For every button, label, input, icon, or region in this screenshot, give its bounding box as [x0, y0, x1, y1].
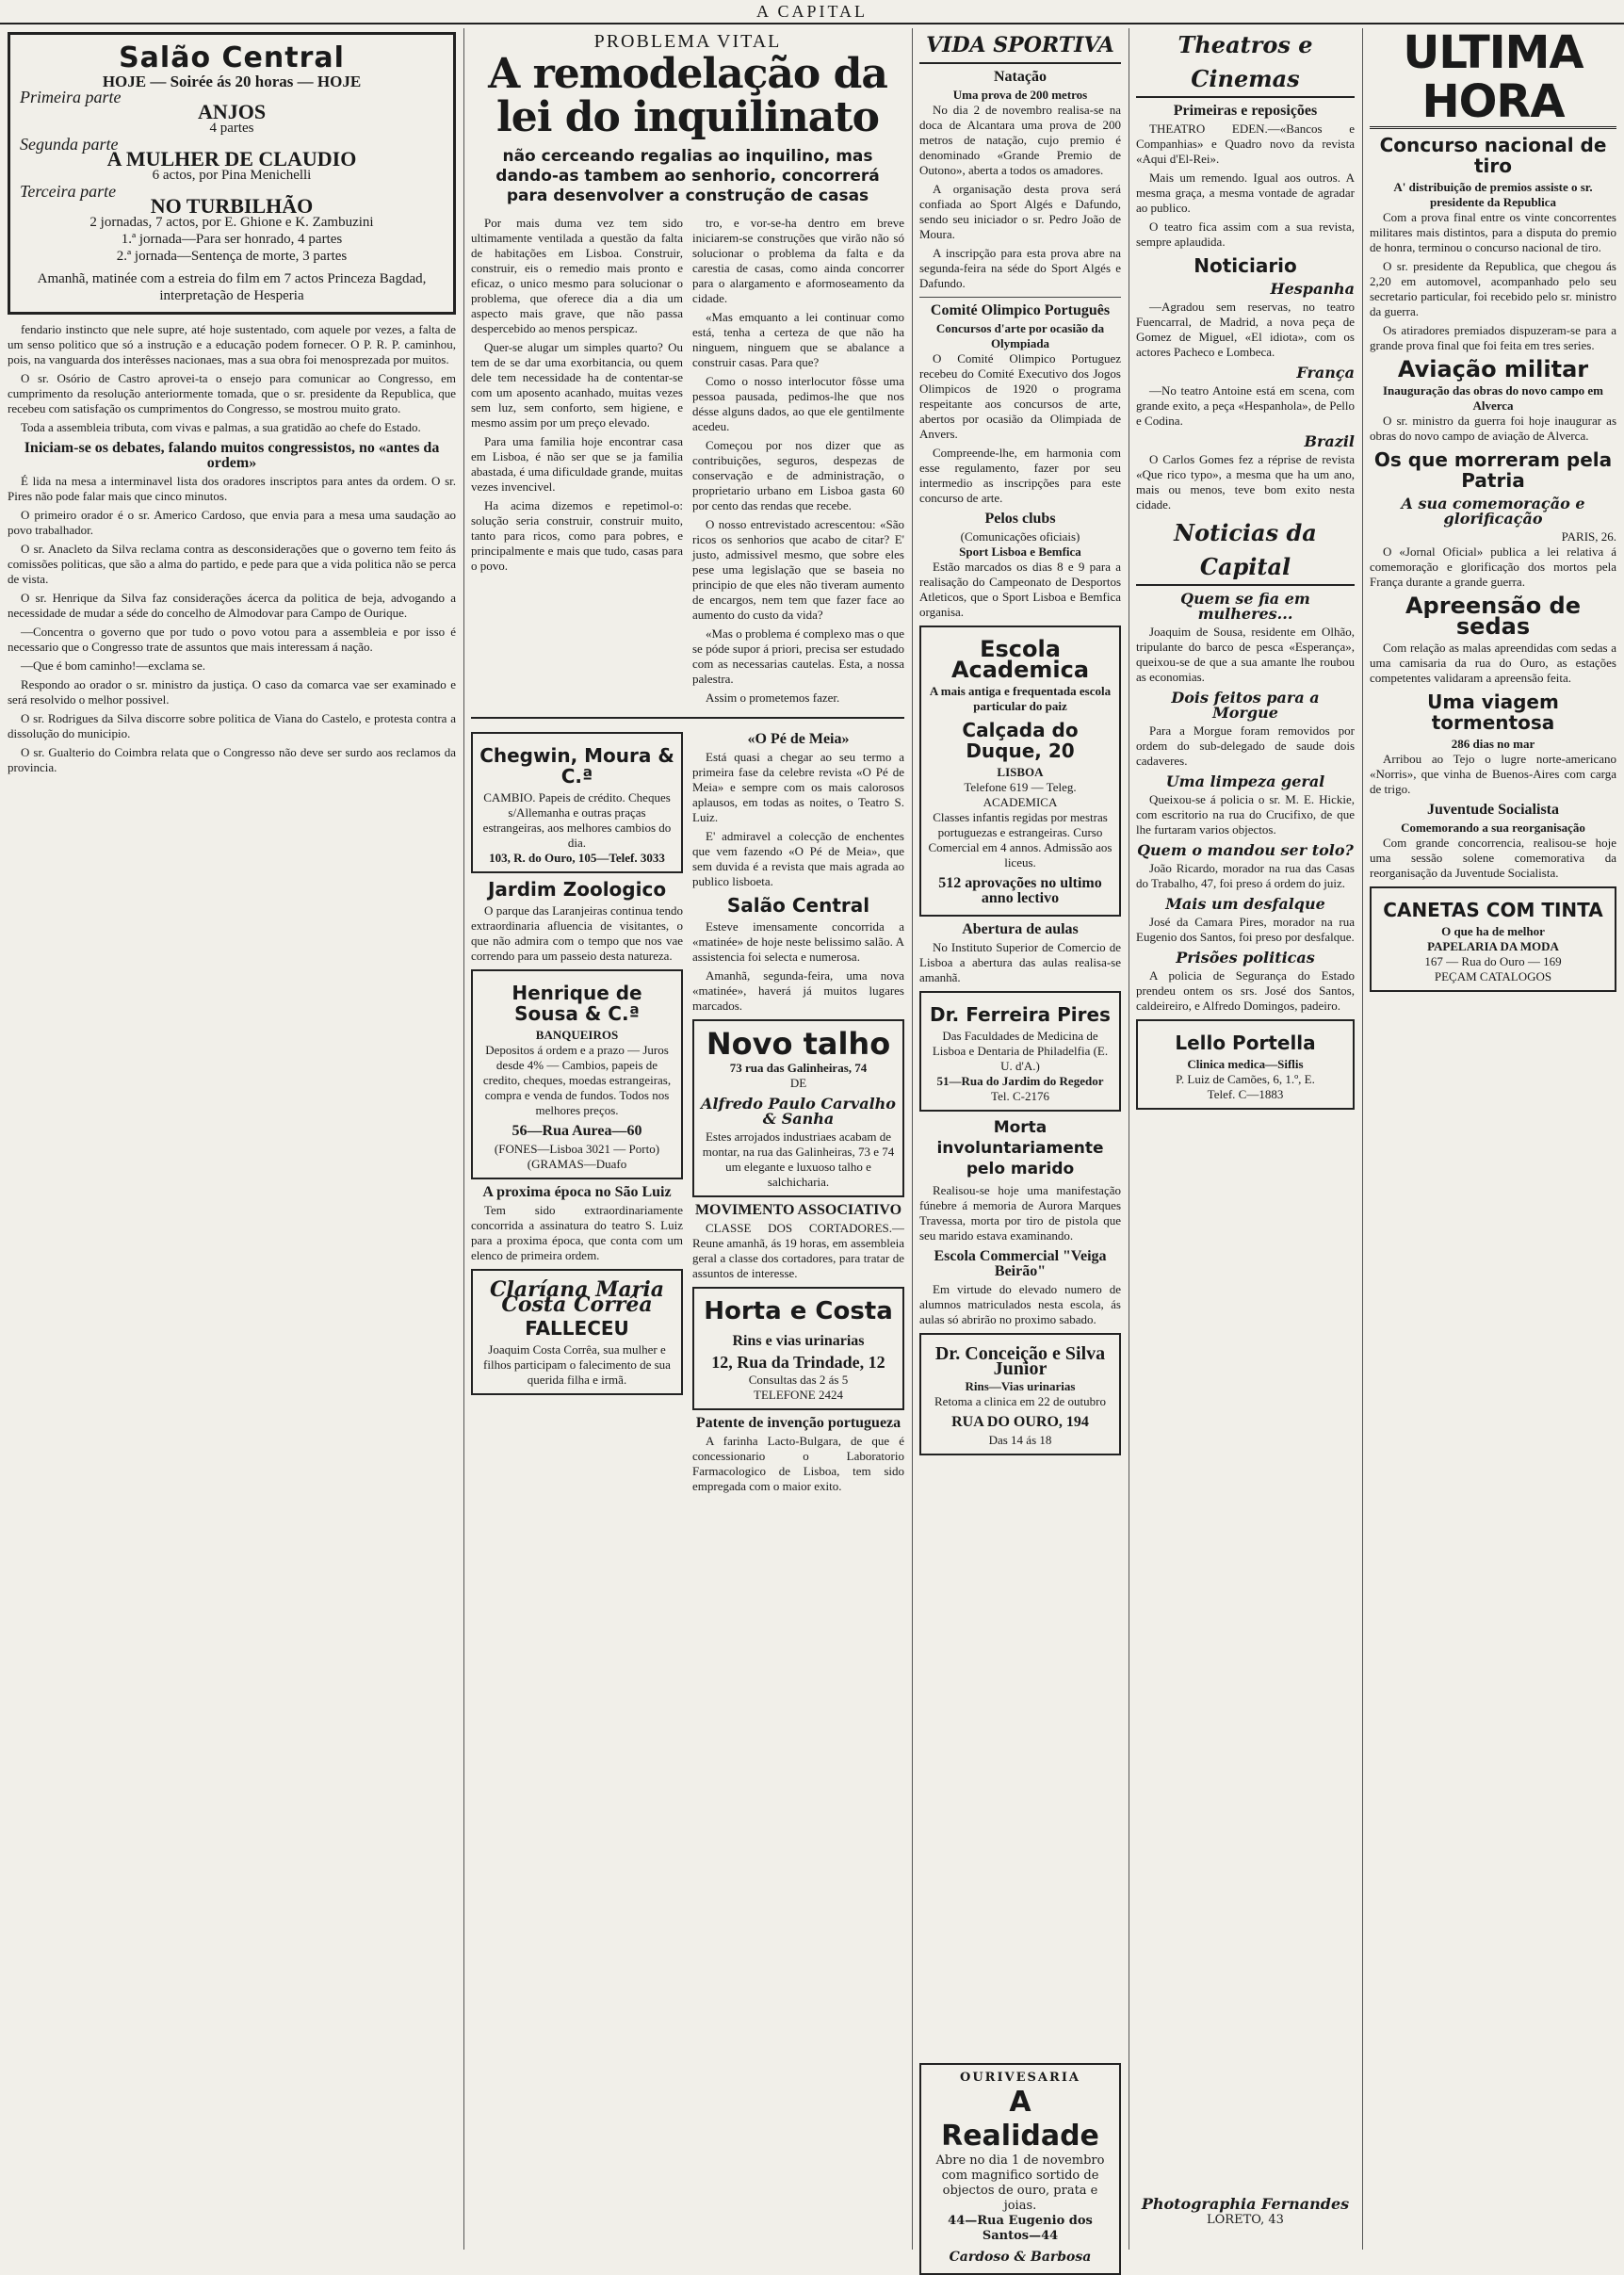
portella-title: Lello Portella — [1175, 1032, 1316, 1054]
canetas-cat: PEÇAM CATALOGOS — [1434, 969, 1552, 983]
patria-city: PARIS, 26. — [1561, 529, 1616, 544]
ad-part-3: Terceira parte — [20, 182, 117, 201]
column-5 — [1370, 28, 1616, 2250]
paragraph: O parque das Laranjeiras continua tendo extraordinaria afluencia de visitantes, o que não admira com o tempo que nos vae correndo para um passeio desta natureza. — [471, 903, 683, 963]
paragraph: Tem sido extraordinariamente concorrida a assinatura do teatro S. Luiz para a proxima época, que conta com um elenco de primeira ordem. — [471, 1203, 683, 1262]
article-body — [471, 216, 904, 709]
paragraph: Queixou-se á policia o sr. M. E. Hickie, com escritorio na rua do Crucifixo, de que lhe furtaram varios objectos. — [1136, 792, 1355, 837]
masthead: A CAPITAL — [0, 0, 1624, 24]
escola-tel: Telefone 619 — Teleg. ACADEMICA — [964, 780, 1077, 809]
ad-title: Salão Central — [119, 41, 345, 74]
pe-title: «O Pé de Meia» — [747, 731, 850, 747]
paragraph: «Mas o problema é complexo mas o que se póde supor á priori, precisa ser estudado com as necessarias cautelas. Esta, a nossa palestra. — [692, 626, 904, 686]
paragraph: —Concentra o governo que por tudo o povo votou para a assembleia e por isso é necessario que o Congresso trate de assuntos que mais interessam á nação. — [8, 625, 456, 654]
conceicao-addr: RUA DO OURO, 194 — [951, 1414, 1089, 1430]
paragraph: O nosso entrevistado acrescentou: «São ricos os senhorios que acabo de citar? E' justo, admissivel mesmo, que sobre eles pese uma legislação que se baseia no principio de que eles não tiveram aumento de encargos, nem tem que fazer face ao aumento do custo da vida? — [692, 517, 904, 622]
escola-ad — [919, 626, 1121, 917]
n2-head: Dois feitos para a Morgue — [1171, 689, 1320, 722]
escola-text: Classes infantis regidas por mestras portuguezas e estrangeiras. Curso Comercial em 4 annos. Admissão aos liceus. — [928, 810, 1112, 869]
ad-turbilhao: NO TURBILHÃO — [150, 194, 314, 218]
divider — [919, 297, 1121, 298]
column-2 — [471, 28, 904, 2250]
talho-addr: 73 rua das Galinheiras, 74 — [729, 1061, 868, 1075]
conceicao-hours: Das 14 ás 18 — [988, 1433, 1052, 1447]
horta-sub: Rins e vias urinarias — [732, 1333, 865, 1349]
paragraph: A inscripção para esta prova abre na segunda-feira na séde do Sport Algés e Dafundo. — [919, 246, 1121, 290]
paragraph: O primeiro orador é o sr. Americo Cardoso, que envia para a mesa uma saudação ao povo trabalhador. — [8, 508, 456, 537]
obit-text: Joaquim Costa Corrêa, sua mulher e filhos participam o falecimento de sua querida filha e irmã. — [483, 1342, 671, 1387]
ferreira-ad — [919, 991, 1121, 1112]
paragraph: O teatro fica assim com a sua revista, sempre aplaudida. — [1136, 219, 1355, 249]
ourivesaria-box — [919, 2063, 1121, 2275]
n6-head: Prisões politicas — [1176, 949, 1315, 967]
canetas-ad — [1370, 886, 1616, 992]
ad-jornada-1: 1.ª jornada—Para ser honrado, 4 partes — [121, 232, 343, 247]
column-rule — [1362, 28, 1363, 2250]
noticiario-brazil: Brazil — [1304, 432, 1355, 450]
column-rule — [463, 28, 464, 2250]
paragraph: Como o nosso interlocutor fôsse uma pessoa pausada, pedimos-lhe que nos désse alguns dados, ao que ele gentilmente acedeu. — [692, 374, 904, 433]
paragraph: THEATRO EDEN.—«Bancos e Companhias» e Quadro novo da revista «Aqui d'El-Rei». — [1136, 122, 1355, 166]
banq-tel: (FONES—Lisboa 3021 — Porto) (GRAMAS—Duafo — [494, 1142, 660, 1171]
photo-title: Photographia Fernandes — [1141, 2195, 1350, 2213]
photo-addr: LORETO, 43 — [1207, 2213, 1284, 2227]
paragraph: Toda a assembleia tributa, com vivas e palmas, a sua gratidão ao chefe do Estado. — [21, 420, 421, 434]
comite-title: Comité Olimpico Português — [930, 302, 1111, 318]
natacao-sub: Uma prova de 200 metros — [952, 88, 1088, 102]
banq-text: Depositos á ordem e a prazo — Juros desde 4% — Cambios, papeis de credito, cheques, moedas estrangeiras, compra e venda de fundos. Todos nos melhores preços. — [482, 1043, 672, 1117]
paragraph: A policia de Segurança do Estado prendeu ontem os srs. José dos Santos, caldeireiro, e Alfredo Domingos, padeiro. — [1136, 968, 1355, 1013]
horta-ad — [692, 1287, 904, 1410]
ouri-text: Abre no dia 1 de novembro com magnifico sortido de objectos de ouro, prata e joias. — [935, 2153, 1105, 2213]
photo-ad — [1136, 2195, 1355, 2228]
clubs-title: Pelos clubs — [984, 511, 1056, 527]
conceicao-sub: Rins—Vias urinarias — [965, 1379, 1076, 1393]
comite-sub: Concursos d'arte por ocasião da Olympiada — [935, 321, 1105, 350]
paragraph: O sr. Osório de Castro aprovei-ta o ensejo para comunicar ao Congresso, em cumprimento da resolução anteriormente tomada, que o sr. presidente da Republica, que recebeu com satisfação os cumprimentos do Congresso, se mostrou muito grato. — [8, 371, 456, 415]
portella-tel: Telef. C—1883 — [1207, 1087, 1284, 1101]
paragraph: O sr. Rodrigues da Silva discorre sobre politica de Viana do Castelo, e protesta contra a dissolução do municipio. — [8, 711, 456, 740]
ad-part-1: Primeira parte — [20, 88, 122, 106]
horta-title: Horta e Costa — [704, 1297, 893, 1325]
paragraph: Está quasi a chegar ao seu termo a primeira fase da celebre revista «O Pé de Meia» e sempre com os mais calorosos aplausos, em todas as noites, o Teatro S. Luiz. — [692, 750, 904, 824]
portella-addr: P. Luiz de Camões, 6, 1.º, E. — [1176, 1072, 1315, 1086]
zoo-title: Jardim Zoologico — [487, 878, 667, 901]
paragraph: —Agradou sem reservas, no teatro Fuencarral, de Madrid, a nova peça de Gomez de Miguel, «El idiota», com os actores Pacheco e Lombeca. — [1136, 300, 1355, 359]
patente-title: Patente de invenção portugueza — [695, 1415, 901, 1431]
talho-owner: Alfredo Paulo Carvalho & Sanha — [701, 1095, 896, 1128]
canetas-title: CANETAS COM TINTA — [1383, 899, 1603, 921]
noticiario-franca: França — [1296, 364, 1355, 382]
ferreira-tel: Tel. C-2176 — [991, 1089, 1049, 1103]
paragraph: «Mas emquanto a lei continuar como está, tenha a certeza de que não ha ninguem, ninguem que se abalance a construir casas. Para que? — [692, 310, 904, 369]
conceicao-title: Dr. Conceição e Silva Junior — [934, 1343, 1106, 1379]
portella-sub: Clinica medica—Siflis — [1187, 1057, 1304, 1071]
paragraph: Estão marcados os dias 8 e 9 para a realisação do Campeonato de Desportos Atleticos, que o Sport Lisboa e Bemfica organisa. — [919, 560, 1121, 619]
conceicao-ad — [919, 1333, 1121, 1455]
obituary — [471, 1269, 683, 1395]
tiro-title: Concurso nacional de tiro — [1379, 134, 1607, 177]
cambio-ad — [471, 732, 683, 873]
paragraph: —Que é bom caminho!—exclama se. — [21, 658, 206, 673]
paragraph: Mais um remendo. Igual aos outros. A mesma graça, a mesma vontade de agradar ao publico. — [1136, 171, 1355, 215]
paragraph: É lida na mesa a interminavel lista dos oradores inscriptos para antes da ordem. O sr. Pires não pode falar mais que cinco minutos. — [8, 474, 456, 503]
debates-heading: Iniciam-se os debates, falando muitos congressistos, no «antes da ordem» — [24, 440, 440, 471]
cambio-text: CAMBIO. Papeis de crédito. Cheques s/Allemanha e outras praças estrangeiras, aos melhores cambios do dia. — [482, 790, 672, 850]
paragraph: No dia 2 de novembro realisa-se na doca de Alcantara uma prova de 200 metros de natação, cujo premio é denominado «Grande Premio de Outono», aberta a todos os amadores. — [919, 103, 1121, 177]
clubs-sub: (Comunicações oficiais) — [960, 529, 1080, 544]
column-4 — [1136, 28, 1355, 2250]
escola-result: 512 aprovações no ultimo anno lectivo — [938, 875, 1102, 906]
paragraph: Assim o prometemos fazer. — [706, 691, 840, 705]
paragraph: Realisou-se hoje uma manifestação fúnebre á memoria de Aurora Marques Travessa, morta por tiro de pistola que seu marido estava examinando. — [919, 1183, 1121, 1243]
col1-body — [8, 322, 456, 779]
aviacao-title: Aviação militar — [1397, 356, 1589, 382]
viagem-sub: 286 dias no mar — [1451, 737, 1535, 751]
paragraph: O sr. Gualterio do Coimbra relata que o Congresso não deve ser surdo aos reclamos da provincia. — [8, 745, 456, 774]
canetas-shop: PAPELARIA DA MODA — [1427, 939, 1559, 953]
paragraph: —No teatro Antoine está em scena, com grande exito, a peça «Hespanhola», de Pello e Codina. — [1136, 383, 1355, 428]
ferreira-title: Dr. Ferreira Pires — [930, 1003, 1111, 1026]
morta-title: Morta involuntariamente pelo marido — [936, 1118, 1104, 1178]
col2-lower — [471, 726, 904, 1498]
ourivesaria-ad — [919, 2063, 1121, 2275]
paragraph: Começou por nos dizer que as contribuições, seguros, despezas de conservação e de administração, o proprietario urbano em Lisboa gasta 60 por cento das rendas que recebe. — [692, 438, 904, 512]
paragraph: Para a Morgue foram removidos por ordem do sub-delegado de saude dois cadaveres. — [1136, 723, 1355, 768]
column-1 — [8, 28, 456, 2250]
escola-sub: A mais antiga e frequentada escola particular do paiz — [929, 684, 1112, 713]
paragraph: Esteve imensamente concorrida a «matinée» de hoje neste belissimo salão. A assistencia foi selecta e numerosa. — [692, 919, 904, 964]
paragraph: fendario instincto que nele supre, até hoje sustentado, com aquele por vezes, a falta de um senso politico que só a instrução e a educação podem fornecer. O P. R. P. caminhou, pois, na vanguarda dos interêsses nacionaes, mas a sua obra foi menosprezada por muitos. — [8, 322, 456, 366]
ultima-hora-banner: ULTIMA HORA — [1370, 28, 1616, 129]
article-deck: não cerceando regalias ao inquilino, mas dando-as tambem ao senhorio, concorrerá para desenvolver a construção de casas — [495, 147, 880, 205]
paragraph: O Carlos Gomes fez a réprise de revista «Que rico typo», a mesma que ha um ano, mais ou menos, teve bom exito nesta cidade. — [1136, 452, 1355, 512]
ad-anjos-sub: 4 partes — [209, 121, 254, 136]
salao-title: Salão Central — [726, 894, 870, 917]
col2-lower-left — [471, 726, 683, 1498]
horta-addr: 12, Rua da Trindade, 12 — [711, 1353, 885, 1372]
paragraph: Quer-se alugar um simples quarto? Ou tem de se dar uma exorbitancia, ou quem dele tem necessidade ha de contentar-se com um aposento acanhado, muitas vezes sem luz, sem conforto, sem higiene, e mesmo assim por um preço elevado. — [471, 340, 683, 430]
canetas-sub: O que ha de melhor — [1441, 924, 1545, 938]
talho-title: Novo talho — [706, 1026, 891, 1062]
ouri-title: A Realidade — [941, 2086, 1099, 2153]
juv-title: Juventude Socialista — [1426, 802, 1559, 818]
paragraph: José da Camara Pires, morador na rua Eugenio dos Santos, foi preso por desfalque. — [1136, 915, 1355, 944]
cambio-title: Chegwin, Moura & C.ª — [479, 744, 674, 788]
viagem-title: Uma viagem tormentosa — [1427, 691, 1559, 734]
n3-head: Uma limpeza geral — [1165, 772, 1325, 790]
paragraph: O «Jornal Oficial» publica a lei relativa á comemoração e glorificação dos mortos pela França durante a grande guerra. — [1370, 544, 1616, 589]
paragraph: Com relação as malas apreendidas com sedas a uma camisaria da rua do Ouro, as estações competentes validaram a apreensão feita. — [1370, 641, 1616, 685]
article-right — [692, 216, 904, 709]
n1-head: Quem se fia em mulheres... — [1180, 590, 1310, 623]
n5-head: Mais um desfalque — [1165, 895, 1325, 913]
horta-hours: Consultas das 2 ás 5 — [748, 1373, 849, 1387]
column-3 — [919, 28, 1121, 2250]
tiro-sub: A' distribuição de premios assiste o sr. presidente da Republica — [1393, 180, 1593, 209]
ouri-owner: Cardoso & Barbosa — [949, 2250, 1092, 2265]
col2-lower-right — [692, 726, 904, 1498]
divider — [471, 717, 904, 719]
paragraph: O sr. Anacleto da Silva reclama contra as desconsiderações que o governo tem feito ás comissões politicas, que são a alma do partido, e pede para que a vida politica não se perca de vista. — [8, 542, 456, 586]
ferreira-addr: 51—Rua do Jardim do Regedor — [936, 1074, 1104, 1088]
ad-turbilhao-sub: 2 jornadas, 7 actos, por E. Ghione e K. Zambuzini — [89, 215, 374, 230]
juv-sub: Comemorando a sua reorganisação — [1401, 821, 1585, 835]
slz-head: A proxima época no São Luiz — [482, 1184, 672, 1200]
clubs-head: Sport Lisboa e Bemfica — [959, 544, 1081, 559]
paragraph: CLASSE DOS CORTADORES.—Reune amanhã, ás 19 horas, em assembleia geral a classe dos cortadores, para tratar de assuntos de interesse. — [692, 1221, 904, 1280]
column-rule — [912, 28, 913, 2250]
ad-mulher-sub: 6 actos, por Pina Menichelli — [152, 168, 312, 183]
escola-city: LISBOA — [997, 765, 1044, 779]
paragraph: A organisação desta prova será confiada ao Sport Algés e Dafundo, sendo seu iniciador o sr. Pedro João de Moura. — [919, 182, 1121, 241]
vida-sportiva-banner: VIDA SPORTIVA — [919, 28, 1121, 64]
banq-title: Henrique de Sousa & C.ª — [512, 982, 642, 1025]
paragraph: Com grande concorrencia, realisou-se hoje uma sessão solene comemorativa da reorganisação da Juventude Socialista. — [1370, 836, 1616, 880]
paragraph: Em virtude do elevado numero de alumnos matriculados nesta escola, ás aulas só abrirão no proximo sabado. — [919, 1282, 1121, 1326]
ouri-addr: 44—Rua Eugenio dos Santos—44 — [948, 2214, 1093, 2243]
obit-fall: FALLECEU — [525, 1317, 629, 1340]
canetas-addr: 167 — Rua do Ouro — 169 — [1424, 954, 1562, 968]
ad-part-2: Segunda parte — [20, 135, 119, 154]
col1-left — [8, 322, 456, 779]
paragraph: Para uma familia hoje encontrar casa em Lisboa, é não ser que se ja familia abastada, é uma dificuldade grande, muitas vezes invencivel. — [471, 434, 683, 494]
paragraph: João Ricardo, morador na rua das Casas do Trabalho, 47, foi preso á ordem do juiz. — [1136, 861, 1355, 890]
theatros-sub: Primeiras e reposições — [1173, 103, 1318, 119]
escola-title: Escola Academica — [950, 636, 1090, 683]
paragraph: Por mais duma vez tem sido ultimamente ventilada a questão da falta de habitações em Lisboa. Construir, construir, eis o remedio mais pronto e eficaz, o unico mesmo para solucionar o problema, que oferece dia a dia um aspecto mais grave, que não passa despercebido ao menos perspicaz. — [471, 216, 683, 335]
aviacao-sub: Inauguração das obras do novo campo em Alverca — [1382, 383, 1604, 413]
paragraph: Respondo ao orador o sr. ministro da justiça. O caso da comarca vae ser examinado e será resolvido o melhor possivel. — [8, 677, 456, 707]
paragraph: O sr. Henrique da Silva faz considerações ácerca da politica de beja, advogando a necessidade de mudar a séde do concelho de Almodovar para Campo de Ourique. — [8, 591, 456, 620]
horta-tel: TELEFONE 2424 — [754, 1388, 843, 1402]
paragraph: Os atiradores premiados dispuzeram-se para a grande prova final que foi feita em tres series. — [1370, 323, 1616, 352]
patria-sub: A sua comemoração e glorificação — [1401, 495, 1585, 528]
paragraph: O sr. presidente da Republica, que chegou ás 2,20 em automovel, acompanhado pelo seu secretario particular, foi recebido pelo sr. ministro da guerra. — [1370, 259, 1616, 318]
banqueiros-ad — [471, 969, 683, 1179]
talho-de: DE — [789, 1076, 807, 1090]
article-headline: A remodelação da lei do inquilinato — [488, 50, 887, 141]
veiga-title: Escola Commercial "Veiga Beirão" — [934, 1248, 1107, 1279]
banq-addr: 56—Rua Aurea—60 — [512, 1123, 642, 1139]
n4-head: Quem o mandou ser tolo? — [1137, 841, 1354, 859]
talho-ad — [692, 1019, 904, 1197]
ad-anjos: ANJOS — [197, 100, 267, 123]
ouri-small: OURIVESARIA — [960, 2071, 1080, 2085]
patria-title: Os que morreram pela Patria — [1373, 448, 1613, 492]
conceicao-open: Retoma a clinica em 22 de outubro — [934, 1394, 1106, 1408]
noticiario-title: Noticiario — [1194, 254, 1297, 277]
noticias-capital-banner: Noticias da Capital — [1136, 516, 1355, 586]
paragraph: Arribou ao Tejo o lugre norte-americano «Norris», que vinha de Buenos-Aires com carga de trigo. — [1370, 752, 1616, 796]
natacao-title: Natação — [994, 69, 1047, 85]
mov-title: MOVIMENTO ASSOCIATIVO — [694, 1202, 902, 1218]
paragraph: O sr. ministro da guerra foi hoje inaugurar as obras do novo campo de aviação de Alverca. — [1370, 414, 1616, 443]
article-kicker: PROBLEMA VITAL — [593, 31, 782, 52]
paragraph: Com a prova final entre os vinte concorrentes militares mais distintos, para a disputa do premio de honra, terminou o concurso nacional de tiro. — [1370, 210, 1616, 254]
paragraph: Amanhã, segunda-feira, uma nova «matinée», haverá já muitos lugares marcados. — [692, 968, 904, 1013]
paragraph: O Comité Olimpico Portuguez recebeu do Comité Executivo dos Jogos Olimpicos de 1920 o programa respeitante aos concursos de arte, abertos por ocasião da Olimpiada de Anvers. — [919, 351, 1121, 441]
escola-addr: Calçada do Duque, 20 — [962, 719, 1079, 762]
noticiario-hespanha: Hespanha — [1270, 280, 1355, 298]
ferreira-sub: Das Faculdades de Medicina de Lisboa e Dentaria de Philadelfia (E. U. d'A.) — [932, 1029, 1109, 1073]
obit-name: Claríana Maria Costa Corrêa — [489, 1277, 665, 1317]
paragraph: Ha acima dizemos e repetimol-o: solução seria construir, construir muito, tanto para ricos, como para pobres, e principalmente e mais que tudo, casas para o povo. — [471, 498, 683, 573]
ad-jornada-2: 2.ª jornada—Sentença de morte, 3 partes — [116, 249, 348, 264]
banq-sub: BANQUEIROS — [535, 1028, 619, 1042]
paragraph: Compreende-lhe, em harmonia com esse regulamento, fazer por seu intermedio as inscripções para este concurso de arte. — [919, 446, 1121, 505]
ad-tomorrow: Amanhã, matinée com a estreia do film em 7 actos Princeza Bagdad, interpretação de Hesperia — [37, 271, 427, 303]
salao-central-ad — [8, 32, 456, 315]
paragraph: tro, e vor-se-ha dentro em breve iniciarem-se construções que virão não só solucionar o problema da falta e da carestia de casas, como ainda concorrer para o alargamento e aformoseamento da cidade. — [692, 216, 904, 305]
talho-text: Estes arrojados industriaes acabam de montar, na rua das Galinheiras, 73 e 74 um elegante e luxuoso talho e salchicharia. — [702, 1129, 895, 1189]
sedas-title: Apreensão de sedas — [1405, 593, 1581, 640]
paragraph: No Instituto Superior de Comercio de Lisboa a abertura das aulas realisa-se amanhã. — [919, 940, 1121, 984]
article-left — [471, 216, 683, 709]
aulas-title: Abertura de aulas — [962, 921, 1079, 937]
theatros-banner: Theatros e Cinemas — [1136, 28, 1355, 98]
paragraph: Joaquim de Sousa, residente em Olhão, tripulante do barco de pesca «Esperança», queixou-se de que a sua amante lhe roubou as economias. — [1136, 625, 1355, 684]
paragraph: E' admiravel a colecção de enchentes que vem fazendo «O Pé de Meia», que sem duvida é a revista que mais agrada ao publico lisboeta. — [692, 829, 904, 888]
ad-mulher: A MULHER DE CLAUDIO — [106, 147, 357, 171]
paragraph: A farinha Lacto-Bulgara, de que é concessionario o Laboratorio Farmacologico de Lisboa, tem sido empregada com o maior exito. — [692, 1434, 904, 1493]
ad-today: HOJE — Soirée ás 20 horas — HOJE — [102, 73, 362, 90]
cambio-addr: 103, R. do Ouro, 105—Telef. 3033 — [489, 851, 665, 865]
portella-ad — [1136, 1019, 1355, 1110]
